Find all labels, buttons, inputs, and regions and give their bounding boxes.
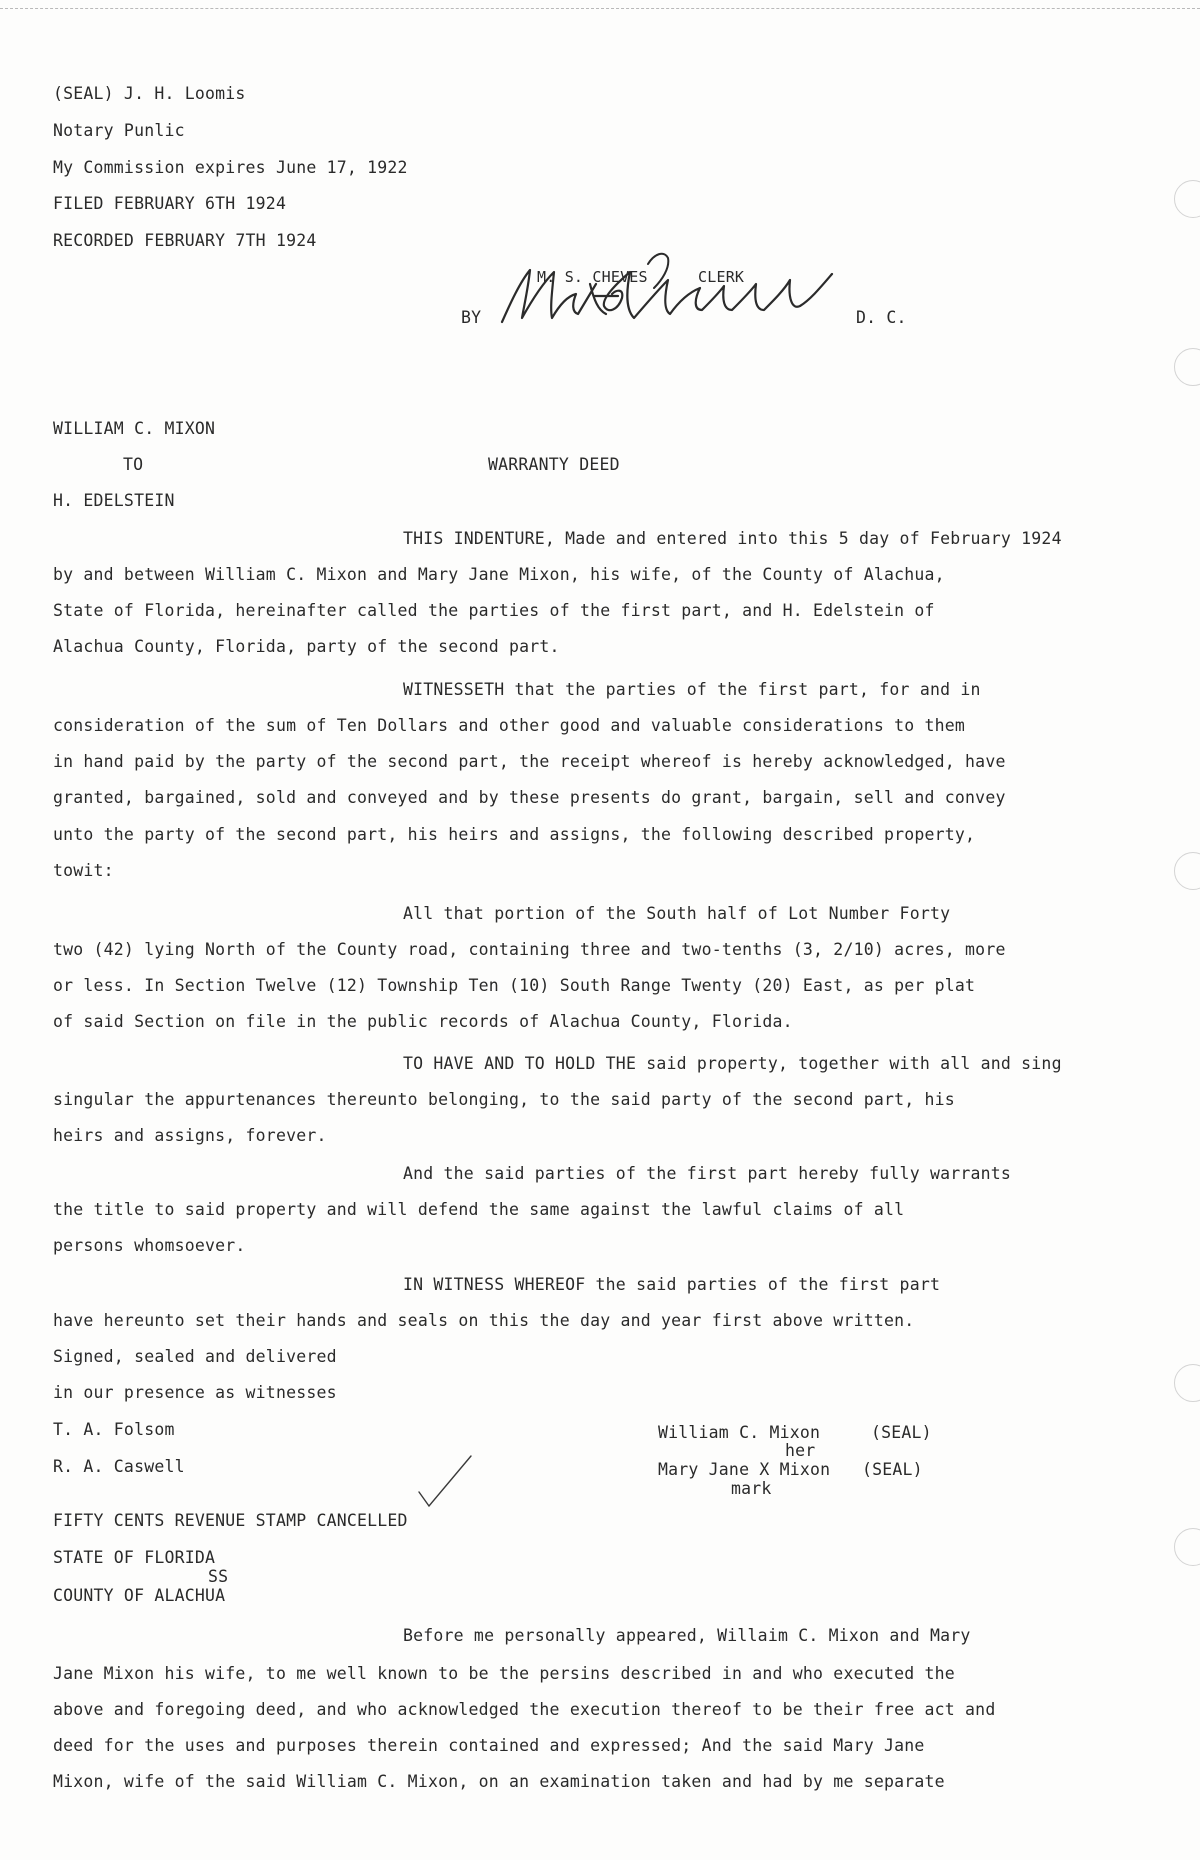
witness-name: R. A. Caswell [53,1457,185,1476]
venue-county: COUNTY OF ALACHUA [53,1586,226,1605]
body-line: IN WITNESS WHEREOF the said parties of the first part [403,1275,941,1294]
witness-intro: Signed, sealed and delivered [53,1347,337,1366]
signatory-seal: (SEAL) [862,1460,923,1479]
her-label: her [785,1441,816,1460]
witness-name: T. A. Folsom [53,1420,175,1439]
ack-line: Jane Mixon his wife, to me well known to be the persins described in and who executed the [53,1664,955,1683]
top-edge-rule [0,8,1200,9]
body-line: State of Florida, hereinafter called the parties of the first part, and H. Edelstein of [53,601,935,620]
deed-title: WARRANTY DEED [488,455,620,474]
grantee-name: H. EDELSTEIN [53,491,175,510]
body-line: two (42) lying North of the County road, containing three and two-tenths (3, 2/10) acres, more [53,940,1006,959]
ack-line: Mixon, wife of the said William C. Mixon, on an examination taken and had by me separate [53,1772,945,1791]
body-line: And the said parties of the first part hereby fully warrants [403,1164,1012,1183]
body-line: TO HAVE AND TO HOLD THE said property, together with all and sing [403,1054,1062,1073]
body-line: persons whomsoever. [53,1236,246,1255]
body-line: consideration of the sum of Ten Dollars and other good and valuable considerations to them [53,716,966,735]
witness-intro: in our presence as witnesses [53,1383,337,1402]
ack-line: deed for the uses and purposes therein contained and expressed; And the said Mary Jane [53,1736,925,1755]
revenue-stamp-note: FIFTY CENTS REVENUE STAMP CANCELLED [53,1511,408,1530]
signatory-name: Mary Jane X Mixon [658,1460,831,1479]
body-line: in hand paid by the party of the second part, the receipt whereof is hereby acknowledged, have [53,752,1006,771]
punch-hole [1174,1364,1200,1402]
body-line: the title to said property and will defend the same against the lawful claims of all [53,1200,905,1219]
clerk-title: CLERK [698,268,745,286]
ack-line: above and foregoing deed, and who acknowledged the execution thereof to be their free act and [53,1700,996,1719]
body-line: by and between William C. Mixon and Mary Jane Mixon, his wife, of the County of Alachua, [53,565,945,584]
body-line: All that portion of the South half of Lot Number Forty [403,904,951,923]
notary-seal-line: (SEAL) J. H. Loomis [53,84,246,103]
punch-hole [1174,852,1200,890]
venue-ss: SS [208,1567,229,1586]
recorded-date: RECORDED FEBRUARY 7TH 1924 [53,231,317,250]
body-line: of said Section on file in the public records of Alachua County, Florida. [53,1012,793,1031]
clerk-by: BY [461,308,482,327]
notary-title: Notary Punlic [53,121,185,140]
venue-state: STATE OF FLORIDA [53,1548,216,1567]
body-line: THIS INDENTURE, Made and entered into this 5 day of February 1924 [403,529,1062,548]
body-line: unto the party of the second part, his heirs and assigns, the following described property, [53,825,976,844]
signatory-seal: (SEAL) [871,1423,932,1442]
grantor-name: WILLIAM C. MIXON [53,419,216,438]
deputy-clerk: D. C. [856,308,907,327]
body-line: singular the appurtenances thereunto belonging, to the said party of the second part, his [53,1090,955,1109]
body-line: Alachua County, Florida, party of the second part. [53,637,560,656]
body-line: WITNESSETH that the parties of the first part, for and in [403,680,981,699]
punch-hole [1174,180,1200,218]
ack-line: Before me personally appeared, Willaim C. Mixon and Mary [403,1626,971,1645]
body-line: towit: [53,861,114,880]
body-line: or less. In Section Twelve (12) Township Ten (10) South Range Twenty (20) East, as per plat [53,976,976,995]
commission-expiry: My Commission expires June 17, 1922 [53,158,408,177]
signatory-name: William C. Mixon [658,1423,821,1442]
clerk-name: M. S. CHEVES [537,268,648,286]
body-line: granted, bargained, sold and conveyed and by these presents do grant, bargain, sell and convey [53,788,1006,807]
filed-date: FILED FEBRUARY 6TH 1924 [53,194,287,213]
body-line: have hereunto set their hands and seals on this the day and year first above written. [53,1311,915,1330]
clerk-signature [498,244,836,344]
mark-label: mark [731,1479,772,1498]
punch-hole [1174,348,1200,386]
checkmark-icon [415,1452,475,1512]
body-line: heirs and assigns, forever. [53,1126,327,1145]
punch-hole [1174,1528,1200,1566]
to-label: TO [123,455,144,474]
